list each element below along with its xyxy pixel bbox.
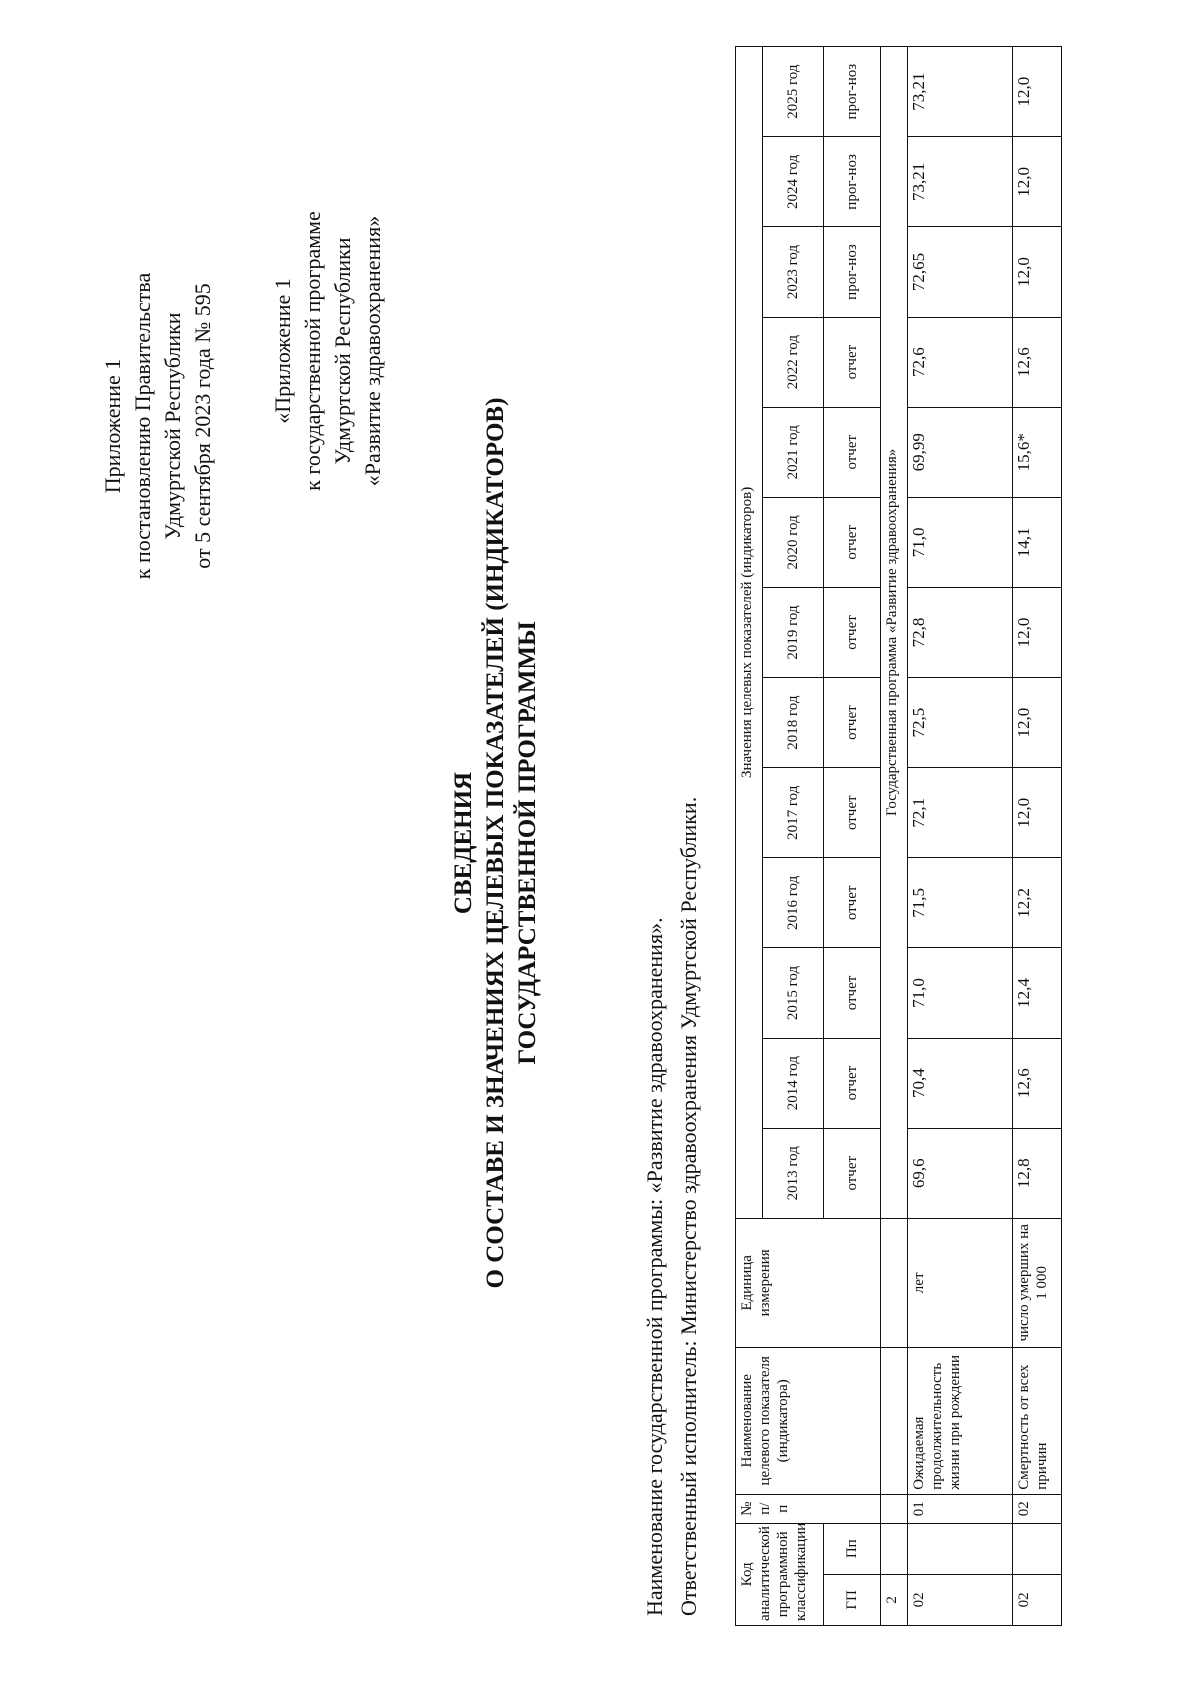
- status-cell: отчет: [824, 587, 881, 677]
- status-cell: отчет: [824, 497, 881, 587]
- value-cell: 12,2: [1013, 858, 1062, 948]
- value-cell: 70,4: [908, 1038, 1013, 1128]
- document-title: [448, 100, 544, 1586]
- year-header: 2021 год: [763, 407, 824, 497]
- value-cell: 15,6*: [1013, 407, 1062, 497]
- value-cell: 69,99: [908, 407, 1013, 497]
- status-cell: прог-ноз: [824, 47, 881, 137]
- year-header: 2022 год: [763, 317, 824, 407]
- section-name: [881, 1347, 908, 1494]
- appendix-line: к постановлению Правительства: [130, 272, 155, 580]
- year-header: 2025 год: [763, 47, 824, 137]
- appendix-line: к государственной программе: [300, 211, 325, 491]
- status-cell: прог-ноз: [824, 227, 881, 317]
- value-cell: 12,0: [1013, 587, 1062, 677]
- appendix-line: «Развитие здравоохранения»: [360, 215, 385, 487]
- value-cell: 12,0: [1013, 678, 1062, 768]
- row-name: Смертность от всех причин: [1013, 1347, 1062, 1494]
- header-gp: ГП: [824, 1574, 881, 1625]
- year-header: 2023 год: [763, 227, 824, 317]
- year-header: 2016 год: [763, 858, 824, 948]
- value-cell: 69,6: [908, 1128, 1013, 1218]
- row-num: 01: [908, 1494, 1013, 1523]
- row-unit: лет: [908, 1218, 1013, 1347]
- value-cell: 71,0: [908, 948, 1013, 1038]
- value-cell: 73,21: [908, 137, 1013, 227]
- year-header: 2013 год: [763, 1128, 824, 1218]
- status-cell: отчет: [824, 948, 881, 1038]
- appendix-line: Удмуртской Республики: [330, 237, 355, 465]
- value-cell: 71,5: [908, 858, 1013, 948]
- title-line: СВЕДЕНИЯ: [450, 771, 477, 915]
- value-cell: 72,6: [908, 317, 1013, 407]
- program-meta: [638, 797, 706, 1616]
- section-num: [881, 1494, 908, 1523]
- row-pp: [908, 1523, 1013, 1574]
- status-cell: отчет: [824, 678, 881, 768]
- section-pp: [881, 1523, 908, 1574]
- year-header: 2018 год: [763, 678, 824, 768]
- header-pp: Пп: [824, 1523, 881, 1574]
- appendix-line: от 5 сентября 2023 года № 595: [190, 283, 215, 569]
- row-pp: [1013, 1523, 1062, 1574]
- value-cell: 72,8: [908, 587, 1013, 677]
- status-cell: отчет: [824, 407, 881, 497]
- section-gp: 2: [881, 1574, 908, 1625]
- section-title: Государственная программа «Развитие здравоохранения»: [881, 47, 908, 1219]
- table-row: [908, 47, 1013, 1626]
- row-gp: 02: [908, 1574, 1013, 1625]
- header-name: Наименование целевого показателя (индикатора): [736, 1347, 881, 1494]
- year-header: 2015 год: [763, 948, 824, 1038]
- header-code: Код аналитической программной классификации: [736, 1523, 824, 1625]
- header-num: № п/п: [736, 1494, 881, 1523]
- status-cell: отчет: [824, 1038, 881, 1128]
- header-unit: Единица измерения: [736, 1218, 881, 1347]
- year-header: 2019 год: [763, 587, 824, 677]
- appendix-line: Приложение 1: [100, 358, 125, 494]
- value-cell: 12,0: [1013, 227, 1062, 317]
- value-cell: 12,0: [1013, 47, 1062, 137]
- value-cell: 14,1: [1013, 497, 1062, 587]
- section-unit: [881, 1218, 908, 1347]
- value-cell: 73,21: [908, 47, 1013, 137]
- status-cell: отчет: [824, 858, 881, 948]
- value-cell: 12,6: [1013, 317, 1062, 407]
- indicators-table: [735, 46, 1062, 1626]
- appendix-line: «Приложение 1: [270, 278, 295, 424]
- value-cell: 72,5: [908, 678, 1013, 768]
- appendix-block-1: [98, 216, 218, 636]
- value-cell: 72,1: [908, 768, 1013, 858]
- value-cell: 72,65: [908, 227, 1013, 317]
- appendix-block-2: [268, 201, 388, 501]
- value-cell: 12,0: [1013, 137, 1062, 227]
- row-gp: 02: [1013, 1574, 1062, 1625]
- row-num: 02: [1013, 1494, 1062, 1523]
- year-header: 2024 год: [763, 137, 824, 227]
- row-name: Ожидаемая продолжительность жизни при рождении: [908, 1347, 1013, 1494]
- status-cell: отчет: [824, 317, 881, 407]
- header-values-group: Значения целевых показателей (индикаторов): [736, 47, 763, 1219]
- program-name: Наименование государственной программы: «Развитие здравоохранения».: [642, 917, 667, 1616]
- year-header: 2017 год: [763, 768, 824, 858]
- status-cell: отчет: [824, 768, 881, 858]
- row-unit: число умерших на 1 000: [1013, 1218, 1062, 1347]
- value-cell: 12,8: [1013, 1128, 1062, 1218]
- value-cell: 12,6: [1013, 1038, 1062, 1128]
- year-header: 2014 год: [763, 1038, 824, 1128]
- table-row: [1013, 47, 1062, 1626]
- status-cell: отчет: [824, 1128, 881, 1218]
- title-line: О СОСТАВЕ И ЗНАЧЕНИЯХ ЦЕЛЕВЫХ ПОКАЗАТЕЛЕЙ (ИНДИКАТОРОВ): [482, 397, 509, 1289]
- year-header: 2020 год: [763, 497, 824, 587]
- value-cell: 12,4: [1013, 948, 1062, 1038]
- responsible-executor: Ответственный исполнитель: Министерство здравоохранения Удмуртской Республики.: [676, 796, 701, 1616]
- value-cell: 12,0: [1013, 768, 1062, 858]
- title-line: ГОСУДАРСТВЕННОЙ ПРОГРАММЫ: [514, 621, 541, 1065]
- appendix-line: Удмуртской Республики: [160, 312, 185, 540]
- value-cell: 71,0: [908, 497, 1013, 587]
- status-cell: прог-ноз: [824, 137, 881, 227]
